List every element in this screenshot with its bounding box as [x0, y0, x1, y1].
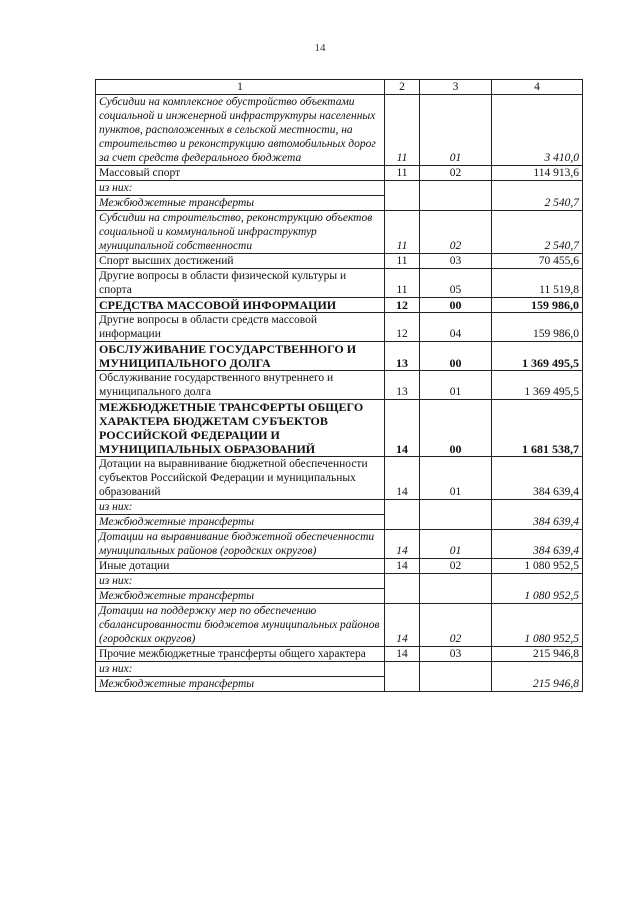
- table-row: [96, 254, 583, 269]
- table-row: [96, 530, 583, 559]
- item-name-cell: СРЕДСТВА МАССОВОЙ ИНФОРМАЦИИ: [96, 298, 385, 313]
- section-code-cell: [385, 500, 420, 530]
- amount-cell: 1 080 952,5: [492, 574, 583, 604]
- subsection-code-cell: 02: [420, 211, 492, 254]
- section-code-cell: 13: [385, 371, 420, 400]
- section-code-cell: 14: [385, 457, 420, 500]
- table-row: [96, 313, 583, 342]
- section-code-cell: 11: [385, 269, 420, 298]
- section-code-cell: 14: [385, 647, 420, 662]
- item-name-cell: Другие вопросы в области физической культуры и спорта: [96, 269, 385, 298]
- item-name-cell: Субсидии на комплексное обустройство объектами социальной и инженерной инфраструктуры населенных пунктов, расположенных в сельской местности, на строительство и реконструкцию автомобильных дорог за счет средств федерального бюджета: [96, 95, 385, 166]
- amount-cell: 2 540,7: [492, 211, 583, 254]
- subsection-code-cell: [420, 181, 492, 211]
- table-header-row: [96, 80, 583, 95]
- item-name-cell: Иные дотации: [96, 559, 385, 574]
- amount-cell: 159 986,0: [492, 298, 583, 313]
- subsection-code-cell: 01: [420, 530, 492, 559]
- subsection-code-cell: 00: [420, 400, 492, 457]
- amount-cell: 215 946,8: [492, 662, 583, 692]
- subsection-code-cell: [420, 662, 492, 692]
- section-code-cell: 14: [385, 400, 420, 457]
- item-name-cell: Прочие межбюджетные трансферты общего характера: [96, 647, 385, 662]
- amount-cell: 1 369 495,5: [492, 342, 583, 371]
- subsection-code-cell: [420, 500, 492, 530]
- subhead-label: из них:: [96, 574, 385, 589]
- column-header: 4: [492, 80, 583, 95]
- budget-table: [95, 79, 583, 692]
- amount-cell: 384 639,4: [492, 457, 583, 500]
- table-row: [96, 181, 583, 196]
- amount-cell: 2 540,7: [492, 181, 583, 211]
- table-row: [96, 371, 583, 400]
- section-code-cell: [385, 574, 420, 604]
- item-name-cell: Межбюджетные трансферты: [96, 196, 385, 211]
- item-name-cell: Межбюджетные трансферты: [96, 589, 385, 604]
- subsection-code-cell: 04: [420, 313, 492, 342]
- column-header: 2: [385, 80, 420, 95]
- subsection-code-cell: 02: [420, 166, 492, 181]
- table-row: [96, 342, 583, 371]
- section-code-cell: 12: [385, 298, 420, 313]
- amount-cell: 1 369 495,5: [492, 371, 583, 400]
- item-name-cell: МЕЖБЮДЖЕТНЫЕ ТРАНСФЕРТЫ ОБЩЕГО ХАРАКТЕРА БЮДЖЕТАМ СУБЪЕКТОВ РОССИЙСКОЙ ФЕДЕРАЦИИ И МУНИЦИПАЛЬНЫХ ОБРАЗОВАНИЙ: [96, 400, 385, 457]
- section-code-cell: 11: [385, 254, 420, 269]
- table-row: [96, 574, 583, 589]
- table-row: [96, 95, 583, 166]
- table-row: [96, 604, 583, 647]
- section-code-cell: 14: [385, 604, 420, 647]
- table-row: [96, 647, 583, 662]
- subsection-code-cell: 03: [420, 647, 492, 662]
- item-name-cell: Массовый спорт: [96, 166, 385, 181]
- section-code-cell: 11: [385, 166, 420, 181]
- item-name-cell: Спорт высших достижений: [96, 254, 385, 269]
- table-row: [96, 298, 583, 313]
- amount-cell: 215 946,8: [492, 647, 583, 662]
- amount-cell: 384 639,4: [492, 530, 583, 559]
- item-name-cell: ОБСЛУЖИВАНИЕ ГОСУДАРСТВЕННОГО И МУНИЦИПАЛЬНОГО ДОЛГА: [96, 342, 385, 371]
- amount-cell: 11 519,8: [492, 269, 583, 298]
- amount-cell: 1 080 952,5: [492, 559, 583, 574]
- table-row: [96, 457, 583, 500]
- section-code-cell: 11: [385, 211, 420, 254]
- subsection-code-cell: 00: [420, 342, 492, 371]
- table-row: [96, 400, 583, 457]
- subsection-code-cell: 02: [420, 604, 492, 647]
- section-code-cell: 13: [385, 342, 420, 371]
- item-name-cell: Дотации на выравнивание бюджетной обеспеченности муниципальных районов (городских округов): [96, 530, 385, 559]
- subsection-code-cell: [420, 574, 492, 604]
- item-name-cell: Обслуживание государственного внутреннего и муниципального долга: [96, 371, 385, 400]
- item-name-cell: Другие вопросы в области средств массовой информации: [96, 313, 385, 342]
- subsection-code-cell: 05: [420, 269, 492, 298]
- table-row: [96, 166, 583, 181]
- subsection-code-cell: 01: [420, 371, 492, 400]
- column-header: 3: [420, 80, 492, 95]
- page-number: 14: [314, 42, 326, 54]
- subsection-code-cell: 03: [420, 254, 492, 269]
- subsection-code-cell: 00: [420, 298, 492, 313]
- amount-cell: 114 913,6: [492, 166, 583, 181]
- subhead-label: из них:: [96, 500, 385, 515]
- amount-cell: 384 639,4: [492, 500, 583, 530]
- subhead-label: из них:: [96, 181, 385, 196]
- table-row: [96, 211, 583, 254]
- section-code-cell: 14: [385, 559, 420, 574]
- table-body: [96, 95, 583, 692]
- section-code-cell: 14: [385, 530, 420, 559]
- table-row: [96, 500, 583, 515]
- amount-cell: 1 080 952,5: [492, 604, 583, 647]
- subsection-code-cell: 01: [420, 457, 492, 500]
- amount-cell: 70 455,6: [492, 254, 583, 269]
- amount-cell: 1 681 538,7: [492, 400, 583, 457]
- item-name-cell: Дотации на выравнивание бюджетной обеспеченности субъектов Российской Федерации и муниципальных образований: [96, 457, 385, 500]
- section-code-cell: [385, 181, 420, 211]
- item-name-cell: Межбюджетные трансферты: [96, 515, 385, 530]
- amount-cell: 159 986,0: [492, 313, 583, 342]
- item-name-cell: Субсидии на строительство, реконструкцию объектов социальной и коммунальной инфраструктур муниципальной собственности: [96, 211, 385, 254]
- item-name-cell: Дотации на поддержку мер по обеспечению сбалансированности бюджетов муниципальных районов (городских округов): [96, 604, 385, 647]
- table-row: [96, 269, 583, 298]
- subsection-code-cell: 01: [420, 95, 492, 166]
- section-code-cell: 12: [385, 313, 420, 342]
- item-name-cell: Межбюджетные трансферты: [96, 677, 385, 692]
- subhead-label: из них:: [96, 662, 385, 677]
- subsection-code-cell: 02: [420, 559, 492, 574]
- table-row: [96, 559, 583, 574]
- amount-cell: 3 410,0: [492, 95, 583, 166]
- table-row: [96, 662, 583, 677]
- section-code-cell: [385, 662, 420, 692]
- section-code-cell: 11: [385, 95, 420, 166]
- column-header: 1: [96, 80, 385, 95]
